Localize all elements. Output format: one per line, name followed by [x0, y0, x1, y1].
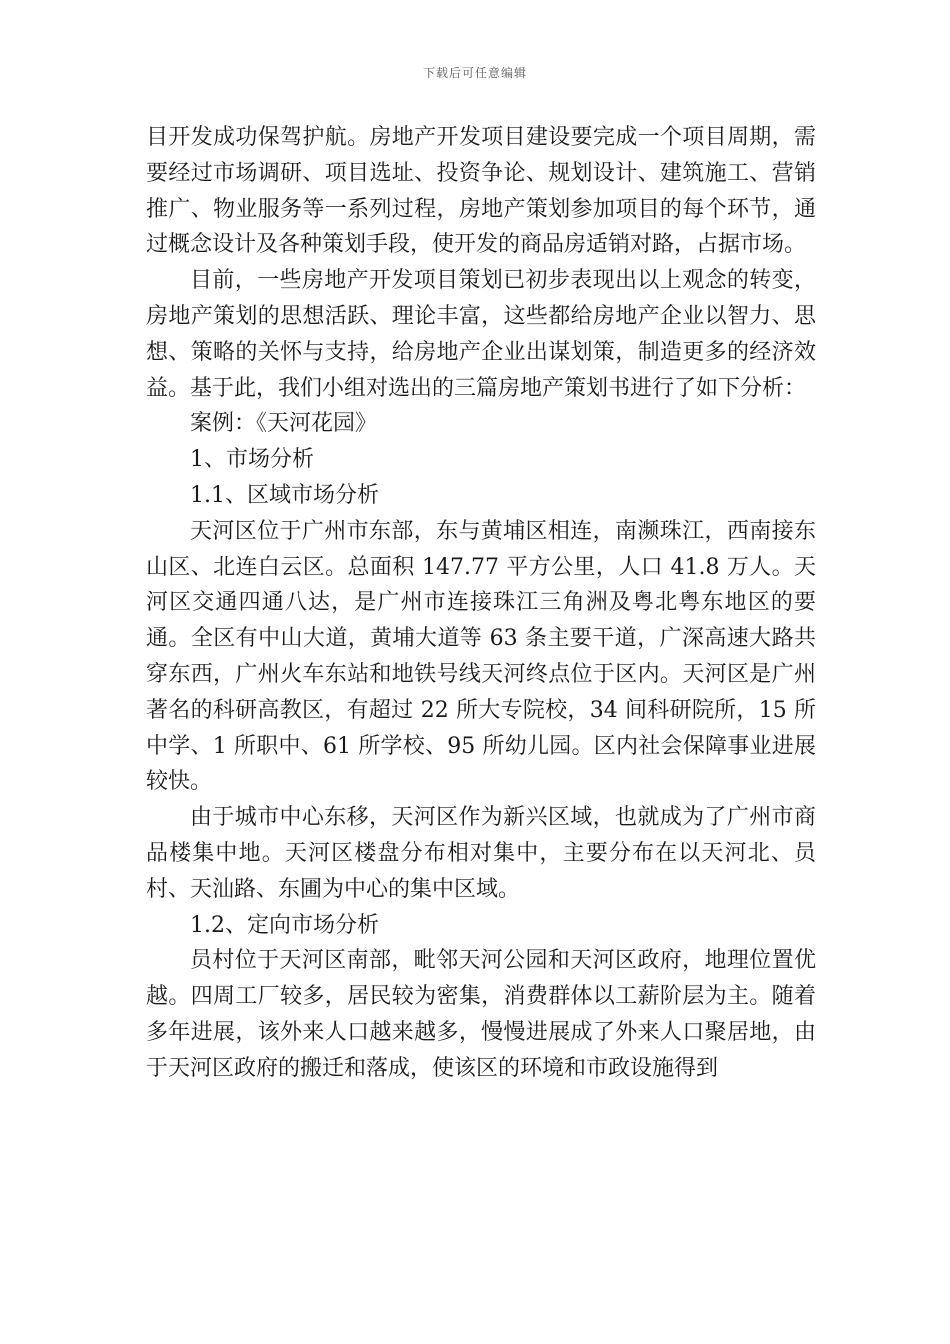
- section-heading-regional-market: 1.1、区域市场分析: [190, 482, 379, 508]
- paragraph-project-development: 目开发成功保驾护航。房地产开发项目建设要完成一个项目周期，需要经过市场调研、项目选址、投资争论、规划设计、建筑施工、营销推广、物业服务等一系列过程，房地产策划参加项目的每个环节，通过概念设计及各种策划手段，使开发的商品房适销对路，占据市场。: [146, 125, 816, 258]
- document-body: [146, 120, 816, 1087]
- case-title: 案例：《天河花园》: [190, 411, 378, 437]
- paragraph-tianhe-development: 由于城市中心东移，天河区作为新兴区域，也就成为了广州市商品楼集中地。天河区楼盘分布相对集中，主要分布在以天河北、员村、天汕路、东圃为中心的集中区域。: [146, 805, 816, 902]
- section-heading-market-analysis: 1、市场分析: [190, 447, 314, 473]
- paragraph-tianhe-overview: 天河区位于广州市东部，东与黄埔区相连，南濒珠江，西南接东山区、北连白云区。总面积 147.77 平方公里，人口 41.8 万人。天河区交通四通八达，是广州市连接珠江三角洲及粤北粤东地区的要通。全区有中山大道，黄埔大道等 63 条主要干道，广深高速大路共穿东西，广州火车东站和地铁号线天河终点位于区内。天河区是广州著名的科研高教区，有超过 22 所大专院校，34 间科研院所，15 所中学、1 所职中、61 所学校、95 所幼儿园。区内社会保障事业进展较快。: [146, 518, 816, 795]
- page-header-note: 下载后可任意编辑: [422, 66, 527, 80]
- section-heading-targeted-market: 1.2、定向市场分析: [190, 912, 379, 938]
- paragraph-current-status: 目前，一些房地产开发项目策划已初步表现出以上观念的转变，房地产策划的思想活跃、理论丰富，这些都给房地产企业以智力、思想、策略的关怀与支持，给房地产企业出谋划策，制造更多的经济效益。基于此，我们小组对选出的三篇房地产策划书进行了如下分析：: [146, 268, 816, 401]
- paragraph-yuancun-analysis: 员村位于天河区南部，毗邻天河公园和天河区政府，地理位置优越。四周工厂较多，居民较为密集，消费群体以工薪阶层为主。随着多年进展，该外来人口越来越多，慢慢进展成了外来人口聚居地，由于天河区政府的搬迁和落成，使该区的环境和市政设施得到: [146, 948, 816, 1081]
